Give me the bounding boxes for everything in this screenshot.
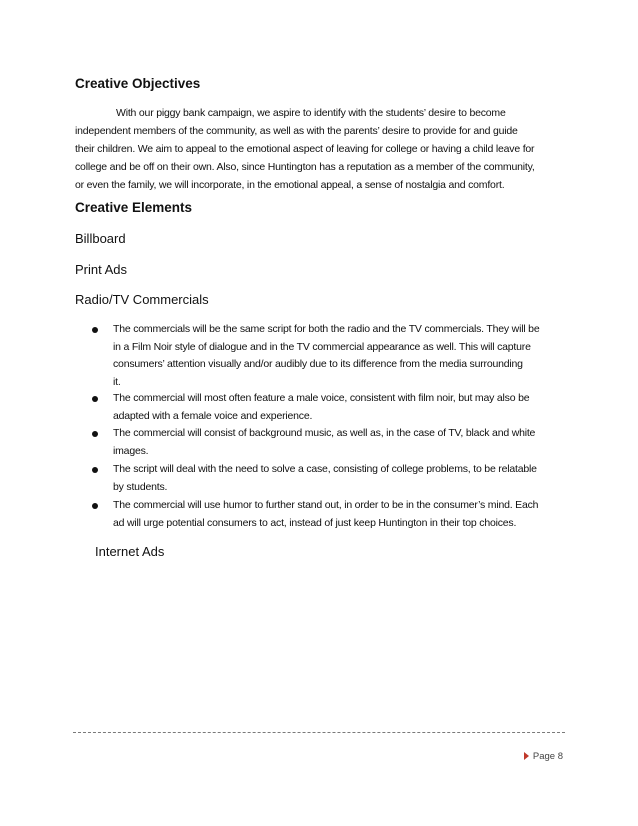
internet-ads-subheading: Internet Ads	[95, 544, 165, 559]
bullet-icon	[92, 327, 98, 333]
bullet-line: The commercial will most often feature a male voice, consistent with film noir, but may also be	[113, 392, 530, 404]
bullet-line: adapted with a female voice and experience.	[113, 409, 313, 422]
bullet-line: it.	[113, 375, 121, 388]
bullet-icon	[92, 467, 98, 473]
bullet-line: by students.	[113, 480, 168, 493]
triangle-right-icon	[524, 752, 529, 760]
page-footer	[524, 751, 563, 762]
bullet-line: ad will urge potential consumers to act, instead of just keep Huntington in their top choices.	[113, 516, 517, 529]
print-ads-subheading: Print Ads	[75, 262, 128, 277]
paragraph-line: their children. We aim to appeal to the emotional aspect of leaving for college or having a child leave for	[75, 143, 535, 155]
paragraph-line: or even the family, we will incorporate, in the emotional appeal, a sense of nostalgia and comfort.	[75, 179, 505, 191]
bullet-icon	[92, 431, 98, 437]
creative-objectives-paragraph	[75, 104, 567, 194]
creative-elements-heading: Creative Elements	[75, 200, 193, 215]
page-number: Page 8	[532, 751, 563, 762]
bullet-line: images.	[113, 444, 149, 457]
bullet-icon	[92, 396, 98, 402]
paragraph-line: college and be off on their own. Also, since Huntington has a reputation as a member of the community,	[75, 161, 535, 173]
bullet-line: consumers’ attention visually and/or audibly due to its difference from the media surrounding	[113, 358, 523, 370]
bullet-line: The commercial will use humor to further stand out, in order to be in the consumer’s mind. Each	[113, 499, 539, 511]
creative-objectives-heading: Creative Objectives	[75, 76, 201, 91]
bullet-line: The script will deal with the need to solve a case, consisting of college problems, to be relatable	[113, 463, 537, 475]
bullet-line: in a Film Noir style of dialogue and in the TV commercial appearance as well. This will capture	[113, 340, 531, 353]
bullet-line: The commercials will be the same script for both the radio and the TV commercials. They will be	[113, 323, 540, 335]
footer-divider	[73, 732, 565, 733]
paragraph-line: With our piggy bank campaign, we aspire to identify with the students’ desire to become	[116, 107, 506, 119]
bullet-icon	[92, 503, 98, 509]
billboard-subheading: Billboard	[75, 231, 126, 246]
radio-tv-subheading: Radio/TV Commercials	[75, 292, 209, 307]
paragraph-line: independent members of the community, as well as with the parents’ desire to provide for and guide	[75, 125, 518, 137]
bullet-line: The commercial will consist of background music, as well as, in the case of TV, black and white	[113, 427, 536, 439]
